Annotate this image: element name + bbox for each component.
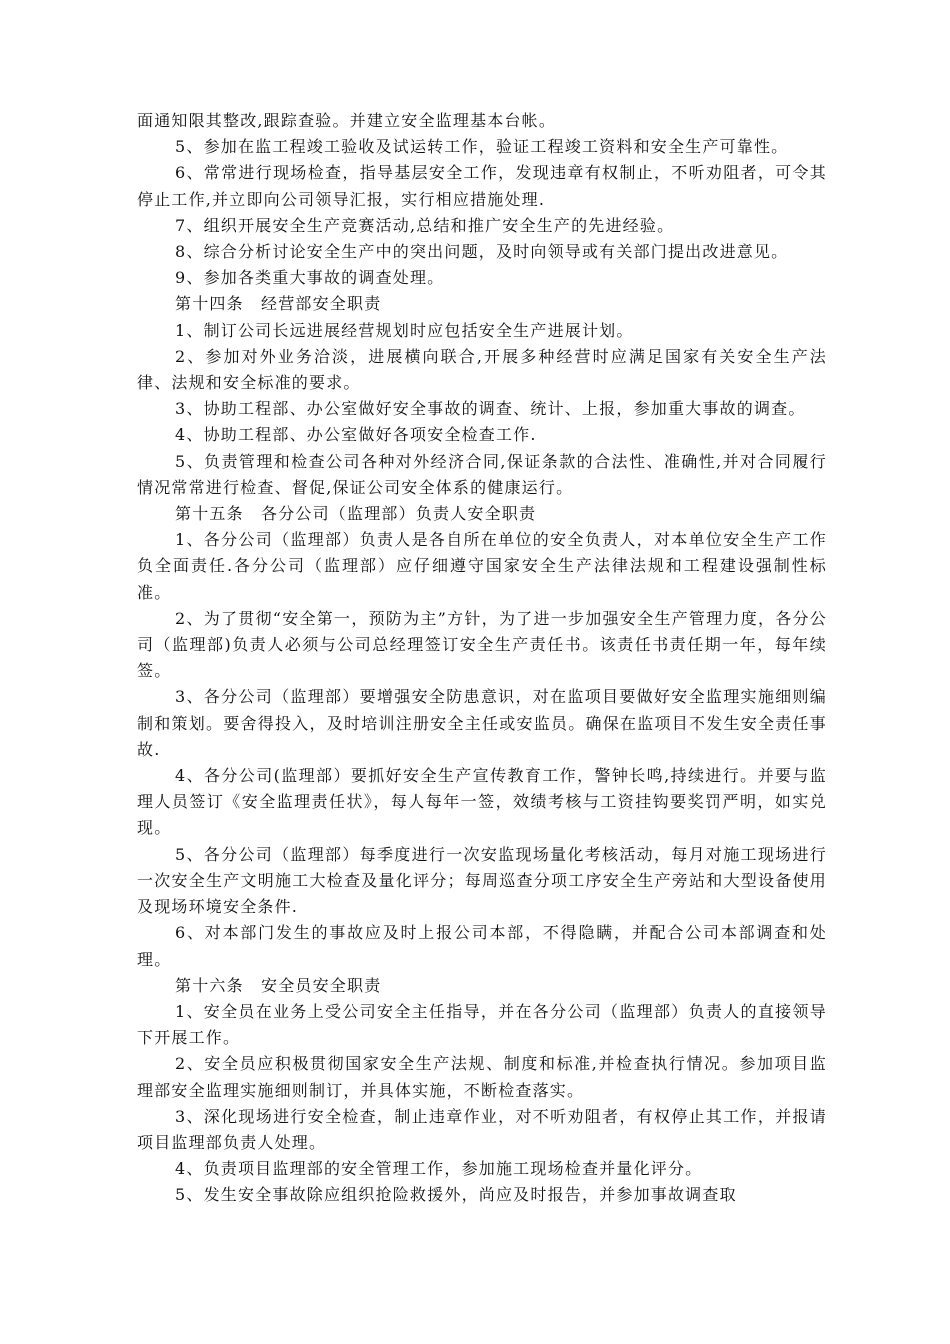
- paragraph: 6、对本部门发生的事故应及时上报公司本部，不得隐瞒，并配合公司本部调查和处理。: [137, 923, 827, 969]
- paragraph: 4、负责项目监理部的安全管理工作，参加施工现场检查并量化评分。: [175, 1159, 703, 1179]
- paragraph: 5、发生安全事故除应组织抢险救援外，尚应及时报告，并参加事故调查取: [175, 1185, 737, 1205]
- paragraph: 2、安全员应积极贯彻国家安全生产法规、制度和标准,并检查执行情况。参加项目监理部安全监理实施细则制订，并具体实施，不断检查落实。: [137, 1054, 827, 1100]
- paragraph: 3、各分公司（监理部）要增强安全防患意识，对在监项目要做好安全监理实施细则编制和策划。要舍得投入，及时培训注册安全主任或安监员。确保在监项目不发生安全责任事故.: [137, 687, 827, 759]
- paragraph: 1、制订公司长远进展经营规划时应包括安全生产进展计划。: [175, 320, 634, 340]
- paragraph: 8、综合分析讨论安全生产中的突出问题，及时向领导或有关部门提出改进意见。: [175, 242, 789, 262]
- paragraph: 第十四条 经营部安全职责: [175, 294, 382, 314]
- paragraph: 第十五条 各分公司（监理部）负责人安全职责: [175, 504, 537, 524]
- paragraph: 第十六条 安全员安全职责: [175, 975, 382, 995]
- paragraph: 1、安全员在业务上受公司安全主任指导，并在各分公司（监理部）负责人的直接领导下开展工作。: [137, 1001, 827, 1048]
- paragraph: 2、参加对外业务洽淡，进展横向联合,开展多种经营时应满足国家有关安全生产法律、法规和安全标准的要求。: [137, 346, 827, 393]
- paragraph: 2、为了贯彻“安全第一，预防为主”方针，为了进一步加强安全生产管理力度，各分公司（监理部)负责人必须与公司总经理签订安全生产责任书。该责任书责任期一年，每年续签。: [137, 608, 827, 681]
- paragraph: 9、参加各类重大事故的调查处理。: [175, 268, 445, 288]
- paragraph: 6、常常进行现场检查，指导基层安全工作，发现违章有权制止，不听劝阻者，可令其停止工作,并立即向公司领导汇报，实行相应措施处理.: [137, 163, 827, 209]
- paragraph: 5、负责管理和检查公司各种对外经济合同,保证条款的合法性、准确性,并对合同履行情况常常进行检查、督促,保证公司安全体系的健康运行。: [137, 451, 827, 497]
- paragraph: 1、各分公司（监理部）负责人是各自所在单位的安全负责人，对本单位安全生产工作负全面责任.各分公司（监理部）应仔细遵守国家安全生产法律法规和工程建设强制性标准。: [137, 530, 827, 602]
- paragraph: 3、协助工程部、办公室做好安全事故的调查、统计、上报，参加重大事故的调查。: [175, 399, 806, 419]
- paragraph: 5、参加在监工程竣工验收及试运转工作，验证工程竣工资料和安全生产可靠性。: [175, 137, 789, 157]
- paragraph: 4、各分公司(监理部）要抓好安全生产宣传教育工作，警钟长鸣,持续进行。并要与监理人员签订《安全监理责任状》，每人每年一签，效绩考核与工资挂钩要奖罚严明，如实兑现。: [137, 766, 827, 838]
- paragraph: 5、各分公司（监理部）每季度进行一次安监现场量化考核活动，每月对施工现场进行一次安全生产文明施工大检查及量化评分；每周巡查分项工序安全生产旁站和大型设备使用及现场环境安全条件.: [137, 844, 827, 917]
- paragraph: 4、协助工程部、办公室做好各项安全检查工作.: [175, 425, 537, 445]
- paragraph: 3、深化现场进行安全检查，制止违章作业，对不听劝阻者，有权停止其工作，并报请项目监理部负责人处理。: [137, 1106, 827, 1152]
- paragraph: 7、组织开展安全生产竞赛活动,总结和推广安全生产的先进经验。: [175, 215, 675, 235]
- paragraph: 面通知限其整改,跟踪查验。并建立安全监理基本台帐。: [137, 111, 557, 130]
- document-body: [137, 108, 827, 1209]
